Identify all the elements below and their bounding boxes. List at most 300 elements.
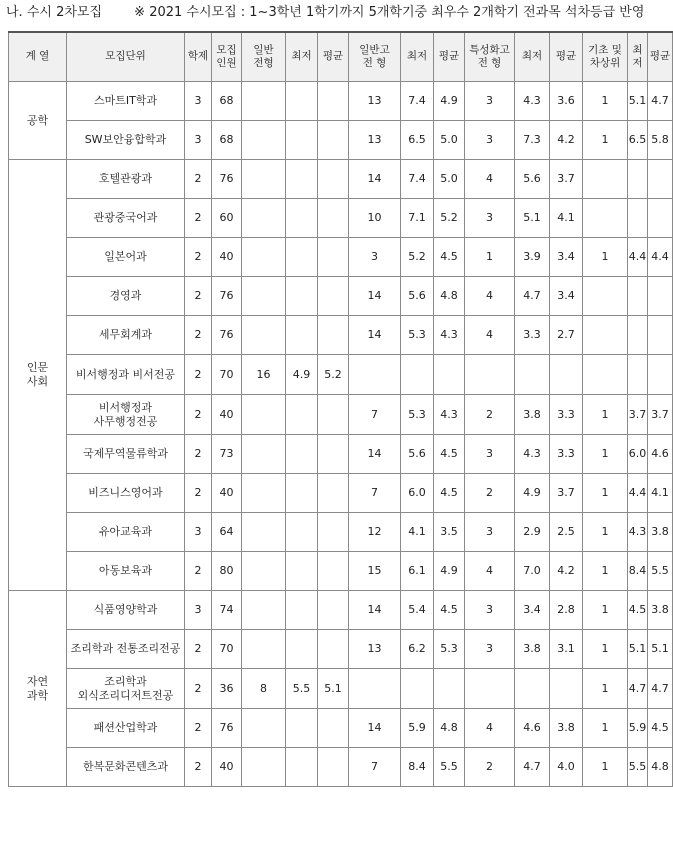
value-cell: 15 [349,552,401,591]
column-header: 일반 전형 [242,32,286,82]
value-cell: 1 [583,552,628,591]
value-cell: 3.6 [550,82,583,121]
value-cell: 1 [583,395,628,435]
department-cell: 국제무역물류학과 [67,435,185,474]
table-row [9,709,673,748]
value-cell: 76 [212,709,242,748]
value-cell [318,630,349,669]
value-cell: 3.4 [515,591,550,630]
value-cell [286,513,318,552]
value-cell: 4.5 [434,238,465,277]
value-cell: 36 [212,669,242,709]
value-cell: 6.5 [401,121,434,160]
table-row [9,395,673,435]
value-cell [318,199,349,238]
value-cell [648,199,673,238]
table-row [9,435,673,474]
value-cell: 5.5 [628,748,648,787]
table-row [9,591,673,630]
value-cell: 76 [212,316,242,355]
department-cell: 세무회계과 [67,316,185,355]
value-cell [318,121,349,160]
value-cell [401,669,434,709]
field-group-cell: 자연 과학 [9,591,67,787]
column-header: 특성화고 전 형 [465,32,515,82]
value-cell [286,316,318,355]
value-cell: 68 [212,82,242,121]
table-header [9,32,673,82]
value-cell: 4.8 [648,748,673,787]
value-cell: 3.3 [515,316,550,355]
value-cell [583,160,628,199]
value-cell: 80 [212,552,242,591]
department-cell: 비서행정과 사무행정전공 [67,395,185,435]
value-cell [286,199,318,238]
value-cell: 3 [465,435,515,474]
value-cell: 2.5 [550,513,583,552]
value-cell: 4.2 [550,121,583,160]
value-cell: 1 [583,82,628,121]
value-cell [648,355,673,395]
value-cell [286,277,318,316]
value-cell [286,748,318,787]
table-row [9,630,673,669]
value-cell [242,591,286,630]
value-cell [242,199,286,238]
value-cell [628,277,648,316]
department-cell: 관광중국어과 [67,199,185,238]
value-cell: 4.1 [401,513,434,552]
value-cell: 3 [465,630,515,669]
value-cell: 7 [349,395,401,435]
value-cell [648,316,673,355]
value-cell: 5.3 [434,630,465,669]
value-cell: 3.7 [550,474,583,513]
value-cell [349,355,401,395]
value-cell [349,669,401,709]
value-cell [434,355,465,395]
value-cell: 1 [583,474,628,513]
value-cell: 2 [185,669,212,709]
value-cell: 4.7 [515,277,550,316]
column-header: 평균 [648,32,673,82]
value-cell [318,316,349,355]
department-cell: 조리학과 전통조리전공 [67,630,185,669]
value-cell [242,435,286,474]
value-cell: 5.6 [515,160,550,199]
value-cell [583,199,628,238]
value-cell: 3.1 [550,630,583,669]
value-cell: 4.4 [648,238,673,277]
department-cell: 조리학과 외식조리디저트전공 [67,669,185,709]
value-cell: 60 [212,199,242,238]
value-cell: 1 [583,435,628,474]
value-cell: 14 [349,591,401,630]
value-cell: 4.3 [434,395,465,435]
department-cell: 아동보육과 [67,552,185,591]
value-cell: 4.5 [434,474,465,513]
value-cell: 8 [242,669,286,709]
field-group-cell: 인문 사회 [9,160,67,591]
column-header: 학제 [185,32,212,82]
table-row [9,748,673,787]
value-cell [465,669,515,709]
value-cell [286,630,318,669]
value-cell: 3 [185,513,212,552]
value-cell: 70 [212,355,242,395]
value-cell: 4.9 [515,474,550,513]
value-cell [318,395,349,435]
department-cell: 일본어과 [67,238,185,277]
value-cell: 5.8 [648,121,673,160]
department-cell: 비서행정과 비서전공 [67,355,185,395]
value-cell: 4.6 [648,435,673,474]
value-cell [465,355,515,395]
value-cell: 2 [185,709,212,748]
value-cell: 5.1 [648,630,673,669]
value-cell: 5.2 [318,355,349,395]
value-cell [242,395,286,435]
value-cell: 14 [349,160,401,199]
department-cell: SW보안융합학과 [67,121,185,160]
column-header: 최저 [286,32,318,82]
value-cell: 4.9 [286,355,318,395]
value-cell [550,355,583,395]
value-cell: 10 [349,199,401,238]
table-row [9,238,673,277]
value-cell: 1 [583,238,628,277]
value-cell: 4.7 [628,669,648,709]
value-cell: 4.3 [434,316,465,355]
value-cell [242,513,286,552]
value-cell: 3.8 [550,709,583,748]
section-title: 나. 수시 2차모집 [6,5,103,20]
value-cell: 3.4 [550,238,583,277]
column-header: 모집단위 [67,32,185,82]
admission-table-container [8,31,671,858]
value-cell: 2.8 [550,591,583,630]
department-cell: 패션산업학과 [67,709,185,748]
table-row [9,277,673,316]
value-cell: 3.3 [550,395,583,435]
value-cell: 2 [185,355,212,395]
value-cell: 7.4 [401,160,434,199]
department-cell: 경영과 [67,277,185,316]
value-cell: 3 [465,591,515,630]
value-cell [648,277,673,316]
value-cell [550,669,583,709]
value-cell: 2.9 [515,513,550,552]
value-cell: 3 [185,591,212,630]
value-cell [318,709,349,748]
value-cell [286,435,318,474]
value-cell: 4.7 [648,82,673,121]
value-cell: 3.4 [550,277,583,316]
column-header: 평균 [550,32,583,82]
value-cell: 4.6 [515,709,550,748]
value-cell: 4.9 [434,552,465,591]
value-cell: 6.2 [401,630,434,669]
value-cell: 74 [212,591,242,630]
header-row [9,32,673,82]
value-cell [583,277,628,316]
column-header: 모집 인원 [212,32,242,82]
value-cell: 5.2 [401,238,434,277]
value-cell: 70 [212,630,242,669]
field-group-cell: 공학 [9,82,67,160]
value-cell: 3.7 [648,395,673,435]
value-cell: 4.8 [434,277,465,316]
value-cell [583,355,628,395]
value-cell: 5.1 [318,669,349,709]
department-cell: 유아교육과 [67,513,185,552]
value-cell: 4 [465,277,515,316]
value-cell [286,591,318,630]
column-header: 평균 [318,32,349,82]
value-cell: 40 [212,238,242,277]
value-cell: 2 [185,277,212,316]
value-cell [401,355,434,395]
value-cell [242,630,286,669]
value-cell: 3 [465,121,515,160]
value-cell: 6.0 [401,474,434,513]
value-cell: 2 [185,552,212,591]
value-cell: 1 [583,748,628,787]
admission-note: ※ 2021 수시모집 : 1~3학년 1학기까지 5개학기중 최우수 2개학기 전과목 석차등급 반영 [134,5,645,20]
value-cell: 12 [349,513,401,552]
value-cell [583,316,628,355]
value-cell: 3 [185,82,212,121]
value-cell: 7.4 [401,82,434,121]
value-cell [242,474,286,513]
value-cell: 5.1 [515,199,550,238]
value-cell [286,709,318,748]
value-cell [318,160,349,199]
value-cell [286,238,318,277]
value-cell: 5.0 [434,160,465,199]
value-cell: 1 [465,238,515,277]
value-cell: 40 [212,395,242,435]
value-cell: 3.7 [550,160,583,199]
table-row [9,474,673,513]
table-row [9,316,673,355]
department-cell: 한복문화콘텐츠과 [67,748,185,787]
page-header [6,3,652,23]
value-cell: 4 [465,160,515,199]
value-cell: 4.3 [515,82,550,121]
value-cell: 4.5 [434,435,465,474]
value-cell: 2 [185,630,212,669]
value-cell: 3 [465,199,515,238]
column-header: 최저 [628,32,648,82]
column-header: 일반고 전 형 [349,32,401,82]
value-cell [242,552,286,591]
value-cell: 1 [583,121,628,160]
value-cell [628,199,648,238]
value-cell [628,316,648,355]
value-cell [242,160,286,199]
value-cell: 4.3 [628,513,648,552]
value-cell: 6.1 [401,552,434,591]
value-cell: 6.0 [628,435,648,474]
value-cell: 2 [185,199,212,238]
value-cell: 4.5 [434,591,465,630]
value-cell: 2 [185,474,212,513]
column-header: 평균 [434,32,465,82]
value-cell: 7 [349,474,401,513]
table-row [9,669,673,709]
value-cell: 5.2 [434,199,465,238]
value-cell: 3 [465,513,515,552]
value-cell: 7.3 [515,121,550,160]
value-cell: 5.6 [401,277,434,316]
value-cell: 3.8 [515,630,550,669]
department-cell: 스마트IT학과 [67,82,185,121]
value-cell [318,748,349,787]
value-cell [286,552,318,591]
value-cell [515,669,550,709]
table-row [9,513,673,552]
value-cell: 4.9 [434,82,465,121]
table-row [9,160,673,199]
value-cell: 3 [465,82,515,121]
value-cell: 2 [185,316,212,355]
table-row [9,82,673,121]
value-cell: 1 [583,513,628,552]
table-row [9,121,673,160]
department-cell: 비즈니스영어과 [67,474,185,513]
value-cell [628,160,648,199]
value-cell: 14 [349,435,401,474]
value-cell: 4.5 [648,709,673,748]
value-cell: 3.8 [515,395,550,435]
value-cell: 4.4 [628,238,648,277]
column-header: 최저 [515,32,550,82]
value-cell: 1 [583,630,628,669]
value-cell [318,82,349,121]
value-cell: 4.7 [648,669,673,709]
value-cell: 16 [242,355,286,395]
value-cell: 2.7 [550,316,583,355]
value-cell: 68 [212,121,242,160]
value-cell: 4.2 [550,552,583,591]
value-cell [318,513,349,552]
value-cell: 5.3 [401,395,434,435]
value-cell [434,669,465,709]
admission-results-table [8,31,673,787]
value-cell [318,552,349,591]
value-cell: 1 [583,669,628,709]
value-cell: 2 [185,748,212,787]
value-cell: 5.5 [286,669,318,709]
value-cell: 14 [349,709,401,748]
value-cell [628,355,648,395]
table-row [9,199,673,238]
value-cell: 76 [212,277,242,316]
value-cell: 40 [212,474,242,513]
value-cell: 2 [465,474,515,513]
value-cell: 4.1 [648,474,673,513]
value-cell: 5.5 [434,748,465,787]
value-cell: 8.4 [401,748,434,787]
value-cell: 5.1 [628,630,648,669]
value-cell [318,238,349,277]
value-cell [286,474,318,513]
value-cell: 4.1 [550,199,583,238]
value-cell: 4.3 [515,435,550,474]
column-header: 계 열 [9,32,67,82]
value-cell: 13 [349,630,401,669]
value-cell: 4.0 [550,748,583,787]
value-cell: 2 [185,238,212,277]
value-cell: 40 [212,748,242,787]
value-cell: 7 [349,748,401,787]
value-cell: 6.5 [628,121,648,160]
value-cell: 14 [349,316,401,355]
value-cell: 3.8 [648,513,673,552]
value-cell [318,591,349,630]
value-cell [242,748,286,787]
value-cell: 3 [185,121,212,160]
value-cell [286,121,318,160]
value-cell: 3.7 [628,395,648,435]
value-cell: 7.1 [401,199,434,238]
value-cell [242,277,286,316]
value-cell: 4 [465,709,515,748]
value-cell: 14 [349,277,401,316]
value-cell: 5.4 [401,591,434,630]
value-cell: 3 [349,238,401,277]
value-cell: 4 [465,316,515,355]
value-cell: 8.4 [628,552,648,591]
value-cell [648,160,673,199]
column-header: 기초 및 차상위 [583,32,628,82]
value-cell: 1 [583,709,628,748]
value-cell: 2 [185,395,212,435]
value-cell [286,395,318,435]
value-cell: 13 [349,82,401,121]
value-cell [242,238,286,277]
value-cell: 76 [212,160,242,199]
value-cell: 2 [185,160,212,199]
value-cell [286,160,318,199]
value-cell: 5.5 [648,552,673,591]
value-cell: 5.1 [628,82,648,121]
value-cell: 2 [185,435,212,474]
value-cell [242,709,286,748]
value-cell [242,121,286,160]
value-cell [318,435,349,474]
value-cell: 4.4 [628,474,648,513]
value-cell: 4.8 [434,709,465,748]
value-cell: 2 [465,748,515,787]
value-cell [515,355,550,395]
value-cell: 4.7 [515,748,550,787]
value-cell [242,316,286,355]
value-cell: 1 [583,591,628,630]
value-cell: 3.3 [550,435,583,474]
value-cell [318,474,349,513]
table-row [9,552,673,591]
value-cell: 13 [349,121,401,160]
value-cell: 7.0 [515,552,550,591]
department-cell: 호텔관광과 [67,160,185,199]
table-row [9,355,673,395]
department-cell: 식품영양학과 [67,591,185,630]
value-cell: 5.0 [434,121,465,160]
value-cell: 4 [465,552,515,591]
value-cell: 3.8 [648,591,673,630]
